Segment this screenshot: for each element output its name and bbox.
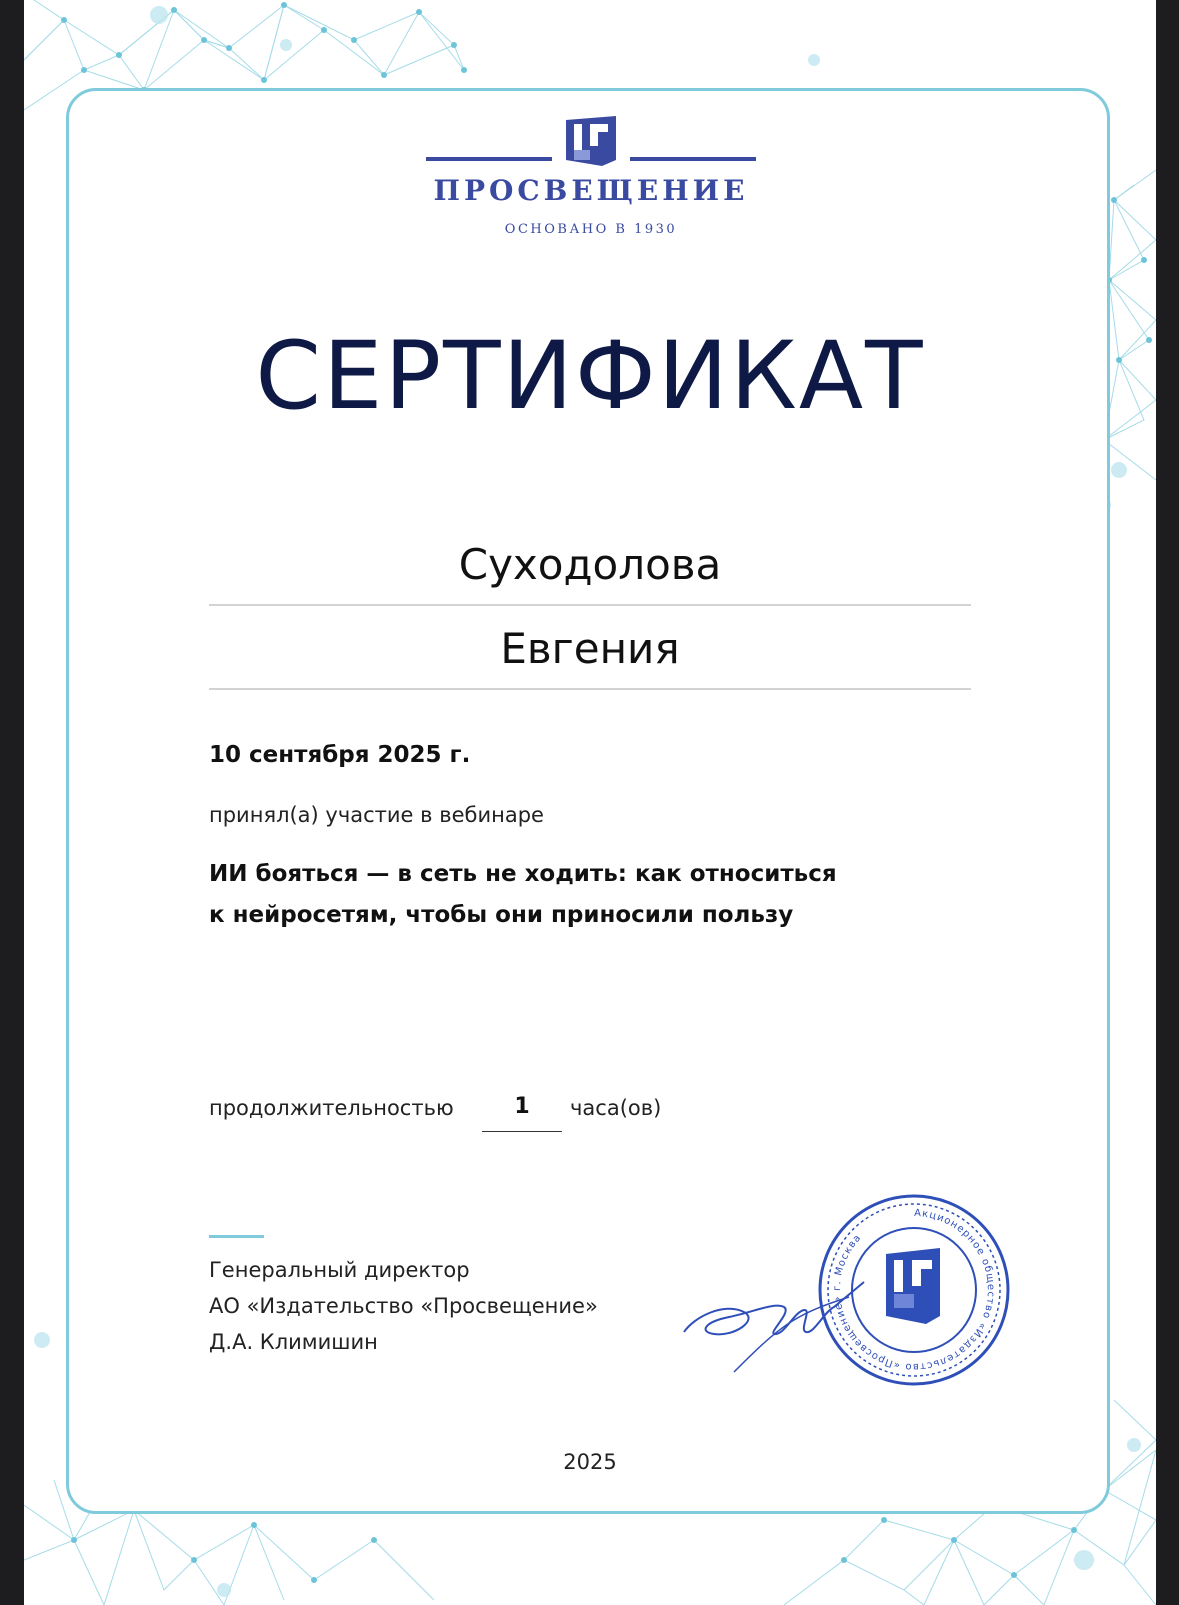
- certificate-year: 2025: [563, 1450, 617, 1474]
- certificate-page: [24, 0, 1156, 1605]
- duration-underline: [482, 1131, 562, 1132]
- signatory-name: Д.А. Климишин: [209, 1330, 378, 1354]
- surname-underline: [209, 604, 971, 606]
- webinar-title-line-2: к нейросетям, чтобы они приносили пользу: [209, 902, 794, 928]
- publisher-tagline: ОСНОВАНО В 1930: [504, 222, 678, 237]
- signatory-position: Генеральный директор: [209, 1258, 470, 1282]
- certificate-title: СЕРТИФИКАТ: [255, 322, 925, 431]
- first-name-underline: [209, 688, 971, 690]
- duration-unit: часа(ов): [570, 1096, 662, 1120]
- prosveshchenie-logo-icon: [426, 116, 756, 172]
- publisher-logo: [426, 116, 756, 246]
- duration-value: 1: [514, 1094, 530, 1119]
- recipient-surname: Суходолова: [458, 540, 722, 589]
- signatory-accent-line: [209, 1235, 264, 1238]
- company-stamp-icon: [814, 1190, 1014, 1390]
- publisher-name: ПРОСВЕЩЕНИЕ: [433, 174, 749, 207]
- event-date: 10 сентября 2025 г.: [209, 742, 471, 768]
- participation-text: принял(а) участие в вебинаре: [209, 803, 544, 827]
- webinar-title: [209, 854, 969, 936]
- stamp-ring-text: Акционерное общество «Издательство «Просвещение» г. Москва: [831, 1207, 997, 1373]
- webinar-title-line-1: ИИ бояться — в сеть не ходить: как относиться: [209, 861, 837, 887]
- duration-label: продолжительностью: [209, 1096, 454, 1120]
- recipient-first-name: Евгения: [500, 624, 680, 673]
- signatory-organization: АО «Издательство «Просвещение»: [209, 1294, 598, 1318]
